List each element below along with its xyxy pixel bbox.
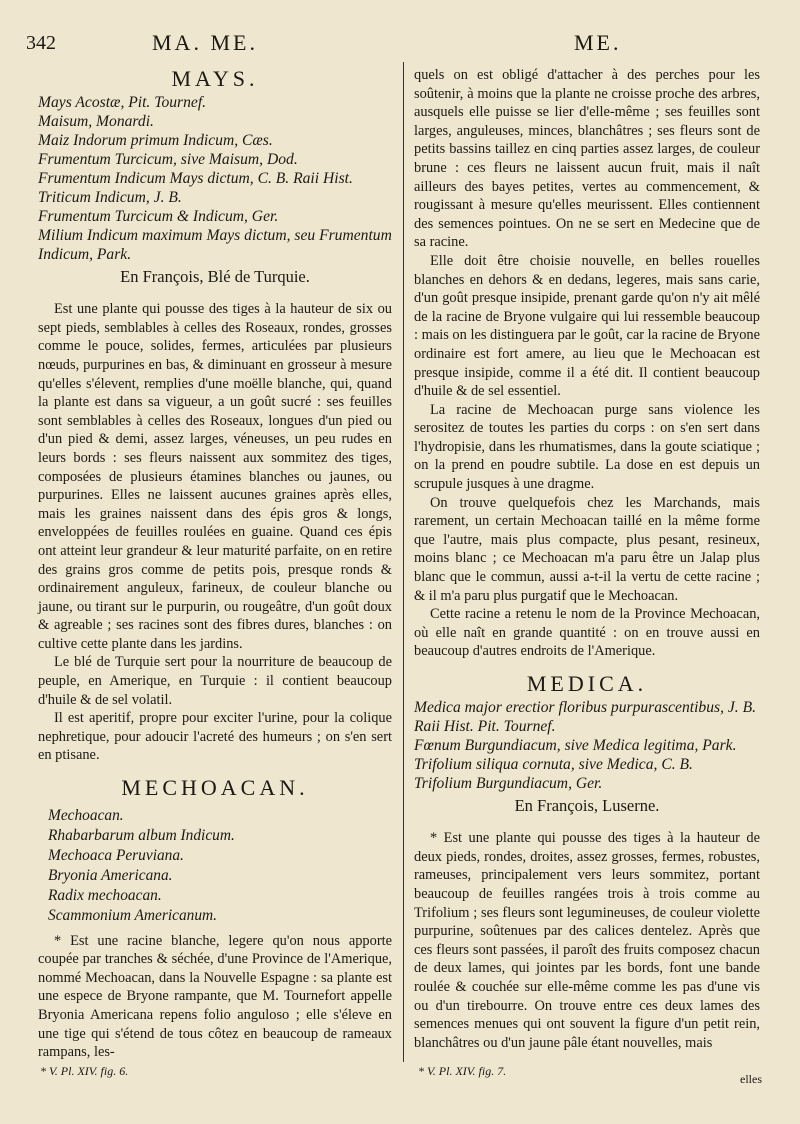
paragraph: * Est une racine blanche, legere qu'on nous apporte coupée par tranches & séchée, d'une Province de l'Amerique, nommé Mechoacan, dans la Nouvelle Espagne : sa plante est une espece de Bryone rampante, que M. Tournefort appelle Bryonia Americana repens folio anguloso ; elle s'éleve en une tige qui s'étend de tous côtez en beaucoup de rameaux rampans, les-	[38, 932, 392, 1061]
paragraph: Elle doit être choisie nouvelle, en belles rouelles blanches en dehors & en dedans, legeres, mais sans carie, d'un goût presque insipide, prenant garde qu'on n'y ait mêlé de la racine de Bryone vulgaire qui lui ressemble beaucoup : mais on les distinguera par le goût, car la racine de Bryone ordinaire est fort amere, au lieu que le Mechoacan est presque insipide, comme il a été dit. Il contient beaucoup d'huile & de sel essentiel.	[414, 252, 760, 400]
paragraph: quels on est obligé d'attacher à des perches pour les soûtenir, à moins que la plante ne croisse proche des arbres, ausquels elle puisse se lier d'elle-même ; ses feuilles sont larges, anguleuses, minces, blanchâtres ; ses fleurs sont de petits bassins taillez en cinq parties assez larges, de couleur brune : ces fleurs ne laissent aucun fruit, mais il naît ailleurs des bayes petites, vertes au commencement, & rougissant à mesure qu'elles meurissent. Elles contiennent des semences pointues. On ne se sert en Medecine que de sa racine.	[414, 67, 760, 251]
synonym-line: Trifolium siliqua cornuta, sive Medica, C. B.	[414, 755, 693, 773]
synonym-line: Mays Acostæ, Pit. Tournef.	[38, 93, 207, 111]
plate-reference-right: * V. Pl. XIV. fig. 7.	[418, 1064, 507, 1078]
paragraph: Le blé de Turquie sert pour la nourriture de beaucoup de peuple, en Amerique, en Turquie : il contient beaucoup d'huile & de sel volatil.	[38, 654, 392, 708]
entry-heading-mays: MAYS.	[171, 66, 259, 91]
paragraph: La racine de Mechoacan purge sans violence les serositez de toutes les parties du corps : on s'en sert dans l'hydropisie, dans les rhumatismes, dans la goute sciatique ; on la prend en poudre subtile. La dose en est depuis un scrupule jusques à une dragme.	[414, 401, 760, 493]
synonym-line: Maiz Indorum primum Indicum, Cæs.	[38, 131, 273, 149]
running-head-right: ME.	[574, 30, 622, 55]
mechoacan-synonyms	[38, 806, 392, 926]
synonym-line: Frumentum Turcicum, sive Maisum, Dod.	[38, 150, 298, 168]
entry-heading-medica: MEDICA.	[526, 671, 648, 696]
french-name-mays: En François, Blé de Turquie.	[120, 266, 310, 286]
paragraph: Cette racine a retenu le nom de la Province Mechoacan, où elle naît en grande quantité : on en trouve aussi en beaucoup d'autres endroits de l'Amerique.	[414, 606, 760, 660]
synonym-line: Trifolium Burgundiacum, Ger.	[414, 774, 603, 792]
page-number: 342	[26, 32, 56, 54]
synonym-line: Rhabarbarum album Indicum.	[48, 826, 235, 844]
right-column	[414, 66, 760, 1052]
mays-synonyms	[38, 93, 392, 264]
french-name-medica: En François, Luserne.	[514, 795, 660, 815]
column-divider	[403, 62, 404, 1062]
synonym-line: Mechoaca Peruviana.	[48, 846, 184, 864]
synonym-line: Bryonia Americana.	[48, 866, 173, 884]
left-column	[38, 66, 392, 1062]
catchword: elles	[740, 1072, 762, 1086]
synonym-line: Frumentum Turcicum & Indicum, Ger.	[38, 207, 279, 225]
synonym-line: Fœnum Burgundiacum, sive Medica legitima, Park.	[414, 736, 737, 754]
synonym-line: Medica major erectior floribus purpurascentibus, J. B. Raii Hist. Pit. Tournef.	[414, 698, 757, 735]
paragraph: Il est aperitif, propre pour exciter l'urine, pour la colique nephretique, pour adoucir l'acreté des humeurs ; on s'en sert en ptisane.	[38, 710, 392, 764]
synonym-line: Mechoacan.	[48, 806, 124, 824]
synonym-line: Maisum, Monardi.	[38, 112, 154, 130]
plate-reference-left: * V. Pl. XIV. fig. 6.	[40, 1064, 129, 1078]
paragraph: On trouve quelquefois chez les Marchands, mais rarement, un certain Mechoacan taillé en la même forme que l'autre, mais plus compacte, plus pesant, resineux, moins blanc ; ce Mechoacan m'a paru être un Jalap plus blanc que le commun, aussi a-t-il la vertu de cette racine ; & il m'a paru plus purgatif que le Mechoacan.	[414, 494, 760, 604]
synonym-line: Radix mechoacan.	[48, 886, 162, 904]
synonym-line: Triticum Indicum, J. B.	[38, 188, 182, 206]
synonym-line: Frumentum Indicum Mays dictum, C. B. Raii Hist.	[38, 169, 353, 187]
paragraph: Est une plante qui pousse des tiges à la hauteur de six ou sept pieds, semblables à celles des Roseaux, rondes, grosses comme le pouce, solides, fermes, articulées par plusieurs nœuds, purpurines en bas, & diminuant en grosseur à mesure qu'elles s'élevent, remplies d'une moëlle blanche, qui, quand la plante est dans sa vigueur, a un goût sucré : ses feuilles sont semblables à celles des Roseaux, longues d'un pied ou d'un pied & demi, assez larges, véneuses, un peu rudes en leurs bords : ses fleurs naissent aux sommitez des tiges, composées de plusieurs étamines blanches ou jaunes, ou purpurines. Elles ne laissent aucunes graines après elles, mais les graines naissent dans des épis gros & longs, enveloppées de feuilles roulées en guaine. Quand ces épis ont atteint leur grandeur & leur maturité parfaite, on en retire des grains gros comme de petits pois, presque ronds & ordinairement anguleux, farineux, de couleur blanche ou jaune, ou tirant sur le purpurin, ou rougeâtre, d'un goût doux & agreable ; ses racines sont des fibres dures, blanches : on cultive cette plante dans les jardins.	[38, 301, 392, 652]
synonym-line: Milium Indicum maximum Mays dictum, seu Frumentum Indicum, Park.	[38, 226, 392, 263]
medica-synonyms	[414, 698, 760, 793]
paragraph: * Est une plante qui pousse des tiges à la hauteur de deux pieds, rondes, droites, assez grosses, fermes, robustes, rameuses, principalement vers leurs sommitez, portant beaucoup de feuilles rangées trois à trois comme au Trifolium ; ses fleurs sont legumineuses, de couleur violette purpurine, soûtenues par des calices dentelez. Après que ces fleurs sont passées, il paroît des fruits composez chacun de deux lames, qui jointes par les bords, font une bande roulée & couchée sur elle-même comme les pas d'une vis ou d'un tirebourre. On trouve entre ces deux lames des semences menues qui ont souvent la figure d'un petit rein, blanchâtres ou d'un jaune pâle étant nouvelles, mais	[414, 830, 760, 1051]
entry-heading-mechoacan: MECHOACAN.	[121, 775, 309, 801]
synonym-line: Scammonium Americanum.	[48, 906, 217, 924]
page-header	[0, 28, 800, 58]
running-head-left: MA. ME.	[152, 30, 258, 55]
